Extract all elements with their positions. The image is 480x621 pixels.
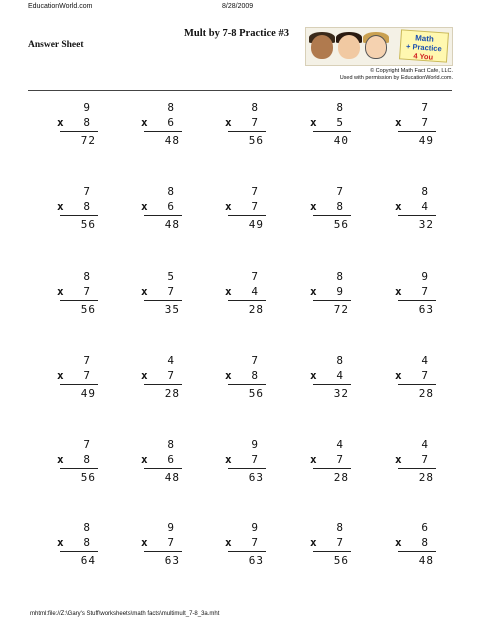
- product: 56: [248, 387, 264, 400]
- multiplicand: 7: [251, 270, 258, 283]
- problem-6-4: [307, 521, 351, 575]
- multiplier: 8: [83, 200, 90, 213]
- copyright-line: © Copyright Math Fact Cafe, LLC.: [370, 68, 453, 74]
- times-sign: x: [141, 536, 148, 549]
- times-sign: x: [310, 369, 317, 382]
- header-divider: [28, 90, 452, 91]
- multiplier: 7: [83, 369, 90, 382]
- logo-text-math: Math: [414, 33, 435, 44]
- times-sign: x: [141, 285, 148, 298]
- multiplier: 4: [336, 369, 343, 382]
- multiplier: 7: [421, 116, 428, 129]
- multiplier: 7: [421, 369, 428, 382]
- answer-line: [60, 384, 98, 385]
- multiplier: 8: [336, 200, 343, 213]
- product: 40: [333, 134, 349, 147]
- product: 48: [418, 554, 434, 567]
- answer-line: [228, 131, 266, 132]
- multiplier: 7: [167, 536, 174, 549]
- product: 56: [333, 218, 349, 231]
- multiplier: 7: [421, 453, 428, 466]
- multiplicand: 7: [336, 185, 343, 198]
- multiplicand: 7: [83, 354, 90, 367]
- problem-3-4: [307, 270, 351, 324]
- multiplicand: 7: [251, 354, 258, 367]
- times-sign: x: [141, 116, 148, 129]
- multiplier: 7: [251, 200, 258, 213]
- multiplier: 7: [83, 285, 90, 298]
- multiplier: 8: [83, 116, 90, 129]
- times-sign: x: [57, 536, 64, 549]
- multiplier: 7: [251, 116, 258, 129]
- answer-line: [144, 131, 182, 132]
- kid-face-3: [365, 35, 387, 59]
- problem-2-3: [222, 185, 266, 239]
- answer-line: [313, 551, 351, 552]
- answer-line: [60, 551, 98, 552]
- multiplicand: 9: [251, 521, 258, 534]
- multiplier: 7: [421, 285, 428, 298]
- product: 72: [333, 303, 349, 316]
- times-sign: x: [395, 369, 402, 382]
- multiplicand: 8: [336, 354, 343, 367]
- answer-line: [144, 384, 182, 385]
- product: 28: [418, 387, 434, 400]
- multiplier: 9: [336, 285, 343, 298]
- answer-line: [313, 131, 351, 132]
- times-sign: x: [225, 536, 232, 549]
- product: 64: [80, 554, 96, 567]
- product: 48: [164, 134, 180, 147]
- product: 63: [248, 554, 264, 567]
- problem-2-1: [54, 185, 98, 239]
- answer-line: [228, 384, 266, 385]
- times-sign: x: [395, 116, 402, 129]
- times-sign: x: [310, 116, 317, 129]
- problem-5-2: [138, 438, 182, 492]
- answer-line: [313, 215, 351, 216]
- logo-card: [399, 29, 449, 62]
- answer-line: [313, 300, 351, 301]
- answer-line: [144, 300, 182, 301]
- times-sign: x: [225, 369, 232, 382]
- answer-line: [398, 468, 436, 469]
- file-path-footer: mhtml:file://Z:\Gary's Stuff\worksheets\math facts\multimult_7-8_3a.mht: [30, 611, 220, 617]
- multiplicand: 8: [421, 185, 428, 198]
- product: 32: [418, 218, 434, 231]
- times-sign: x: [310, 200, 317, 213]
- product: 49: [418, 134, 434, 147]
- answer-line: [60, 468, 98, 469]
- multiplicand: 9: [251, 438, 258, 451]
- problem-4-1: [54, 354, 98, 408]
- multiplicand: 8: [251, 101, 258, 114]
- multiplicand: 5: [167, 270, 174, 283]
- print-date: 8/28/2009: [222, 3, 254, 10]
- times-sign: x: [395, 453, 402, 466]
- problem-2-4: [307, 185, 351, 239]
- product: 48: [164, 471, 180, 484]
- multiplicand: 8: [336, 270, 343, 283]
- product: 28: [333, 471, 349, 484]
- times-sign: x: [57, 116, 64, 129]
- multiplicand: 7: [83, 185, 90, 198]
- answer-line: [60, 131, 98, 132]
- product: 63: [418, 303, 434, 316]
- times-sign: x: [395, 536, 402, 549]
- multiplicand: 4: [421, 438, 428, 451]
- product: 63: [164, 554, 180, 567]
- answer-line: [228, 468, 266, 469]
- times-sign: x: [310, 536, 317, 549]
- answer-line: [144, 551, 182, 552]
- times-sign: x: [225, 116, 232, 129]
- problem-3-2: [138, 270, 182, 324]
- multiplicand: 9: [421, 270, 428, 283]
- multiplicand: 8: [83, 270, 90, 283]
- multiplier: 4: [421, 200, 428, 213]
- problem-6-5: [392, 521, 436, 575]
- times-sign: x: [225, 453, 232, 466]
- problem-6-2: [138, 521, 182, 575]
- multiplier: 8: [421, 536, 428, 549]
- times-sign: x: [395, 200, 402, 213]
- times-sign: x: [395, 285, 402, 298]
- problem-3-5: [392, 270, 436, 324]
- multiplicand: 4: [336, 438, 343, 451]
- multiplier: 5: [336, 116, 343, 129]
- answer-line: [228, 551, 266, 552]
- problem-3-1: [54, 270, 98, 324]
- times-sign: x: [57, 453, 64, 466]
- times-sign: x: [225, 285, 232, 298]
- problem-1-2: [138, 101, 182, 155]
- answer-line: [398, 551, 436, 552]
- multiplicand: 7: [251, 185, 258, 198]
- worksheet-title: Mult by 7-8 Practice #3: [184, 28, 289, 39]
- problem-4-3: [222, 354, 266, 408]
- product: 56: [80, 471, 96, 484]
- problem-1-5: [392, 101, 436, 155]
- times-sign: x: [57, 285, 64, 298]
- multiplier: 7: [336, 453, 343, 466]
- multiplicand: 6: [421, 521, 428, 534]
- multiplier: 8: [83, 536, 90, 549]
- answer-line: [398, 384, 436, 385]
- problem-4-5: [392, 354, 436, 408]
- multiplier: 6: [167, 453, 174, 466]
- answer-sheet-label: Answer Sheet: [28, 40, 84, 50]
- answer-line: [228, 215, 266, 216]
- multiplier: 7: [336, 536, 343, 549]
- problem-1-4: [307, 101, 351, 155]
- answer-line: [144, 468, 182, 469]
- logo-text-practice: + Practice: [405, 41, 442, 54]
- product: 32: [333, 387, 349, 400]
- multiplier: 6: [167, 200, 174, 213]
- problem-6-3: [222, 521, 266, 575]
- product: 48: [164, 218, 180, 231]
- answer-line: [60, 300, 98, 301]
- problem-4-4: [307, 354, 351, 408]
- multiplicand: 9: [167, 521, 174, 534]
- product: 56: [248, 134, 264, 147]
- multiplicand: 4: [167, 354, 174, 367]
- problem-6-1: [54, 521, 98, 575]
- multiplicand: 8: [167, 185, 174, 198]
- multiplier: 8: [251, 369, 258, 382]
- problem-4-2: [138, 354, 182, 408]
- multiplier: 7: [251, 536, 258, 549]
- logo-text-4you: 4 You: [413, 51, 434, 62]
- times-sign: x: [141, 453, 148, 466]
- problem-5-3: [222, 438, 266, 492]
- multiplicand: 8: [167, 101, 174, 114]
- answer-line: [398, 300, 436, 301]
- product: 72: [80, 134, 96, 147]
- product: 56: [80, 303, 96, 316]
- answer-line: [228, 300, 266, 301]
- product: 49: [80, 387, 96, 400]
- times-sign: x: [57, 200, 64, 213]
- problem-2-2: [138, 185, 182, 239]
- multiplicand: 8: [336, 101, 343, 114]
- product: 35: [164, 303, 180, 316]
- multiplicand: 4: [421, 354, 428, 367]
- problem-3-3: [222, 270, 266, 324]
- answer-line: [60, 215, 98, 216]
- times-sign: x: [141, 369, 148, 382]
- product: 28: [248, 303, 264, 316]
- multiplier: 7: [167, 369, 174, 382]
- times-sign: x: [310, 285, 317, 298]
- multiplicand: 9: [83, 101, 90, 114]
- product: 63: [248, 471, 264, 484]
- product: 56: [80, 218, 96, 231]
- multiplicand: 8: [167, 438, 174, 451]
- site-name: EducationWorld.com: [28, 3, 93, 10]
- multiplier: 6: [167, 116, 174, 129]
- problem-1-1: [54, 101, 98, 155]
- multiplicand: 7: [421, 101, 428, 114]
- multiplicand: 8: [336, 521, 343, 534]
- answer-line: [398, 215, 436, 216]
- answer-line: [313, 384, 351, 385]
- problem-5-1: [54, 438, 98, 492]
- kid-face-1: [311, 35, 333, 59]
- multiplier: 8: [83, 453, 90, 466]
- problem-5-4: [307, 438, 351, 492]
- times-sign: x: [57, 369, 64, 382]
- answer-line: [313, 468, 351, 469]
- math-practice-logo: [305, 27, 453, 66]
- kid-face-2: [338, 35, 360, 59]
- answer-line: [144, 215, 182, 216]
- product: 49: [248, 218, 264, 231]
- times-sign: x: [225, 200, 232, 213]
- permission-line: Used with permission by EducationWorld.com.: [339, 75, 453, 81]
- multiplier: 7: [167, 285, 174, 298]
- product: 56: [333, 554, 349, 567]
- product: 28: [164, 387, 180, 400]
- multiplicand: 7: [83, 438, 90, 451]
- multiplier: 7: [251, 453, 258, 466]
- times-sign: x: [141, 200, 148, 213]
- problem-5-5: [392, 438, 436, 492]
- problem-2-5: [392, 185, 436, 239]
- problem-1-3: [222, 101, 266, 155]
- product: 28: [418, 471, 434, 484]
- answer-line: [398, 131, 436, 132]
- multiplicand: 8: [83, 521, 90, 534]
- times-sign: x: [310, 453, 317, 466]
- multiplier: 4: [251, 285, 258, 298]
